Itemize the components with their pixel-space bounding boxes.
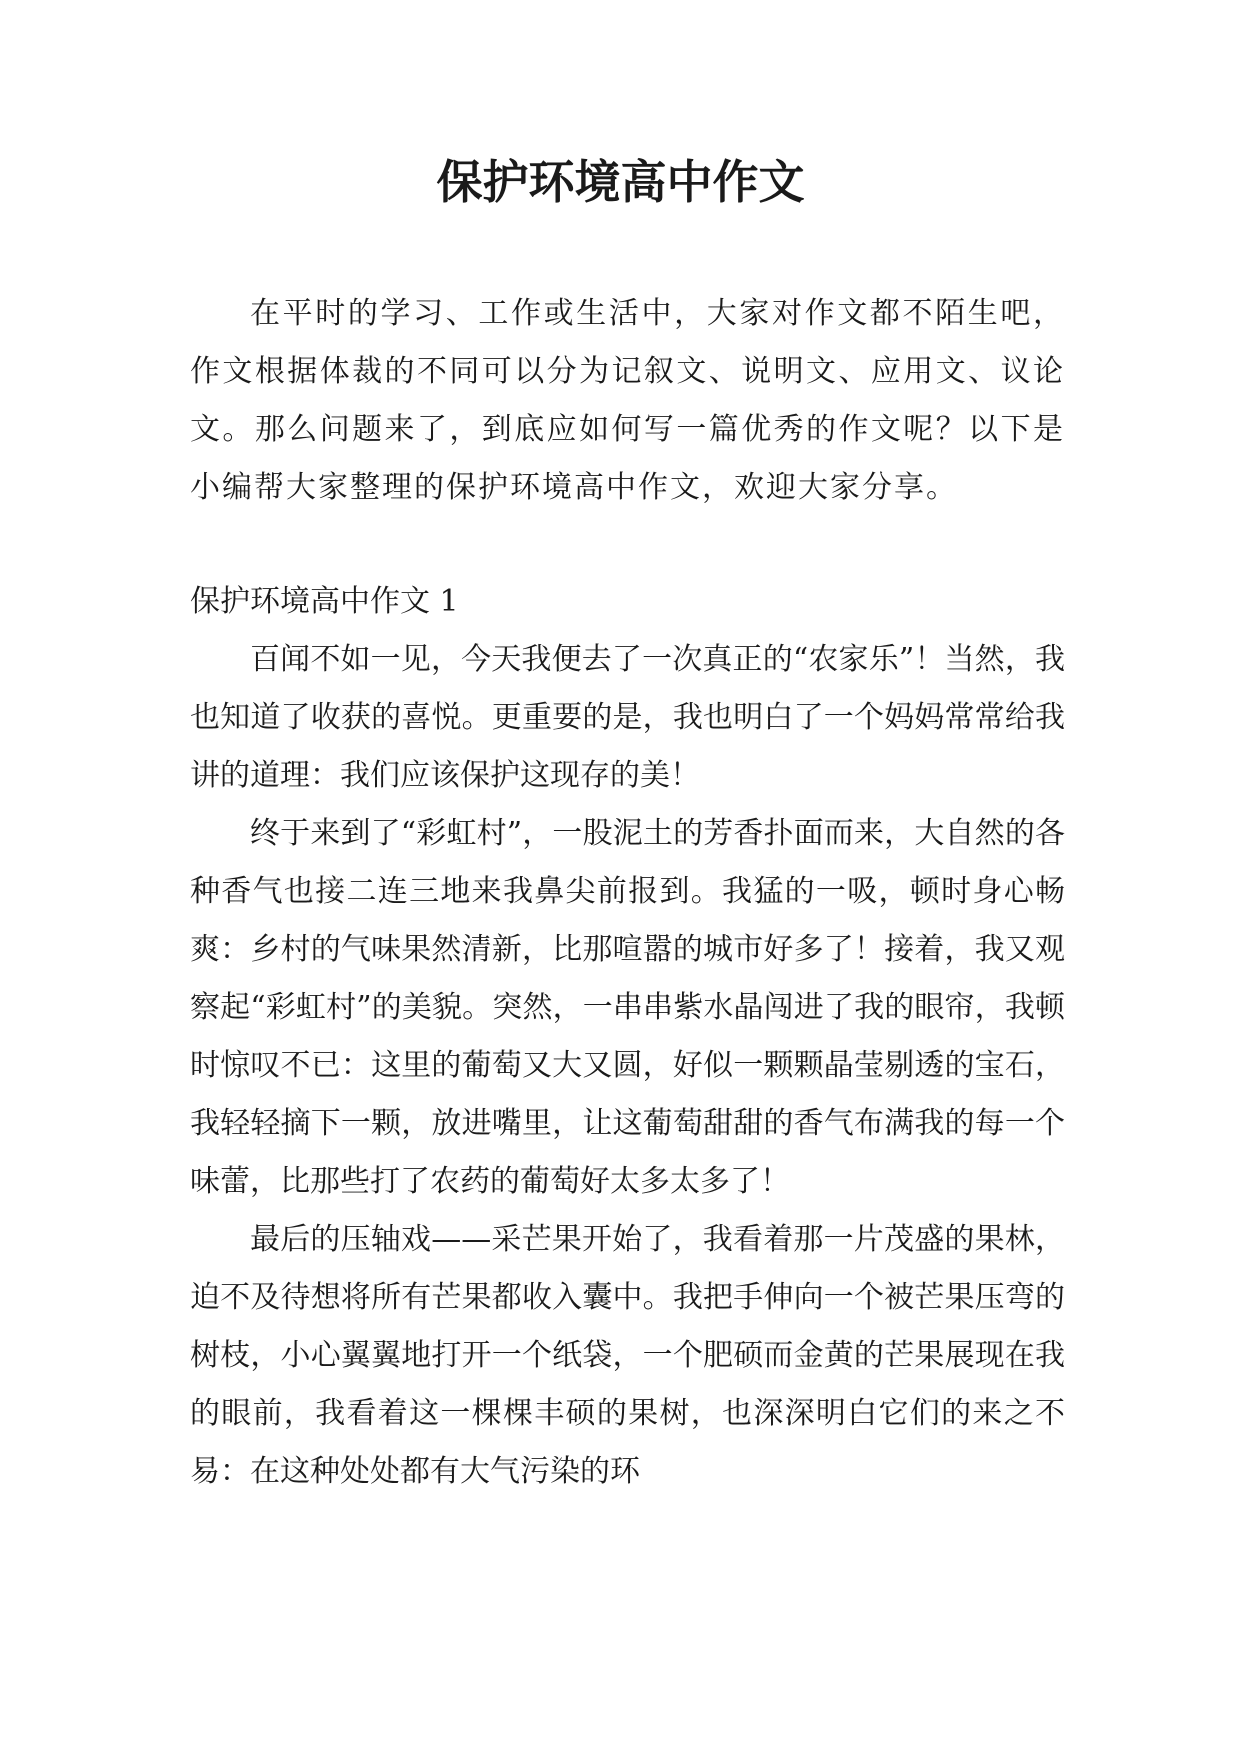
section-heading: 保护环境高中作文 1 [190,584,459,619]
document-title: 保护环境高中作文 [436,155,805,209]
intro-paragraph: 在平时的学习、工作或生活中，大家对作文都不陌生吧，作文根据体裁的不同可以分为记叙文、说明文、应用文、议论文。那么问题来了，到底应如何写一篇优秀的作文呢？以下是小编帮大家整理的保护环境高中作文，欢迎大家分享。 [190,296,1065,505]
body-paragraph-1: 百闻不如一见，今天我便去了一次真正的“农家乐”！当然，我也知道了收获的喜悦。更重要的是，我也明白了一个妈妈常常给我讲的道理：我们应该保护这现存的美！ [190,642,1065,793]
document-body [190,285,1065,1501]
body-paragraph-3: 最后的压轴戏——采芒果开始了，我看着那一片茂盛的果林，迫不及待想将所有芒果都收入囊中。我把手伸向一个被芒果压弯的树枝，小心翼翼地打开一个纸袋，一个肥硕而金黄的芒果展现在我的眼前，我看着这一棵棵丰硕的果树，也深深明白它们的来之不易：在这种处处都有大气污染的环 [190,1222,1065,1489]
body-paragraph-2: 终于来到了“彩虹村”，一股泥土的芳香扑面而来，大自然的各种香气也接二连三地来我鼻尖前报到。我猛的一吸，顿时身心畅爽：乡村的气味果然清新，比那喧嚣的城市好多了！接着，我又观察起“彩虹村”的美貌。突然，一串串紫水晶闯进了我的眼帘，我顿时惊叹不已：这里的葡萄又大又圆，好似一颗颗晶莹剔透的宝石，我轻轻摘下一颗，放进嘴里，让这葡萄甜甜的香气布满我的每一个味蕾，比那些打了农药的葡萄好太多太多了！ [190,816,1065,1199]
